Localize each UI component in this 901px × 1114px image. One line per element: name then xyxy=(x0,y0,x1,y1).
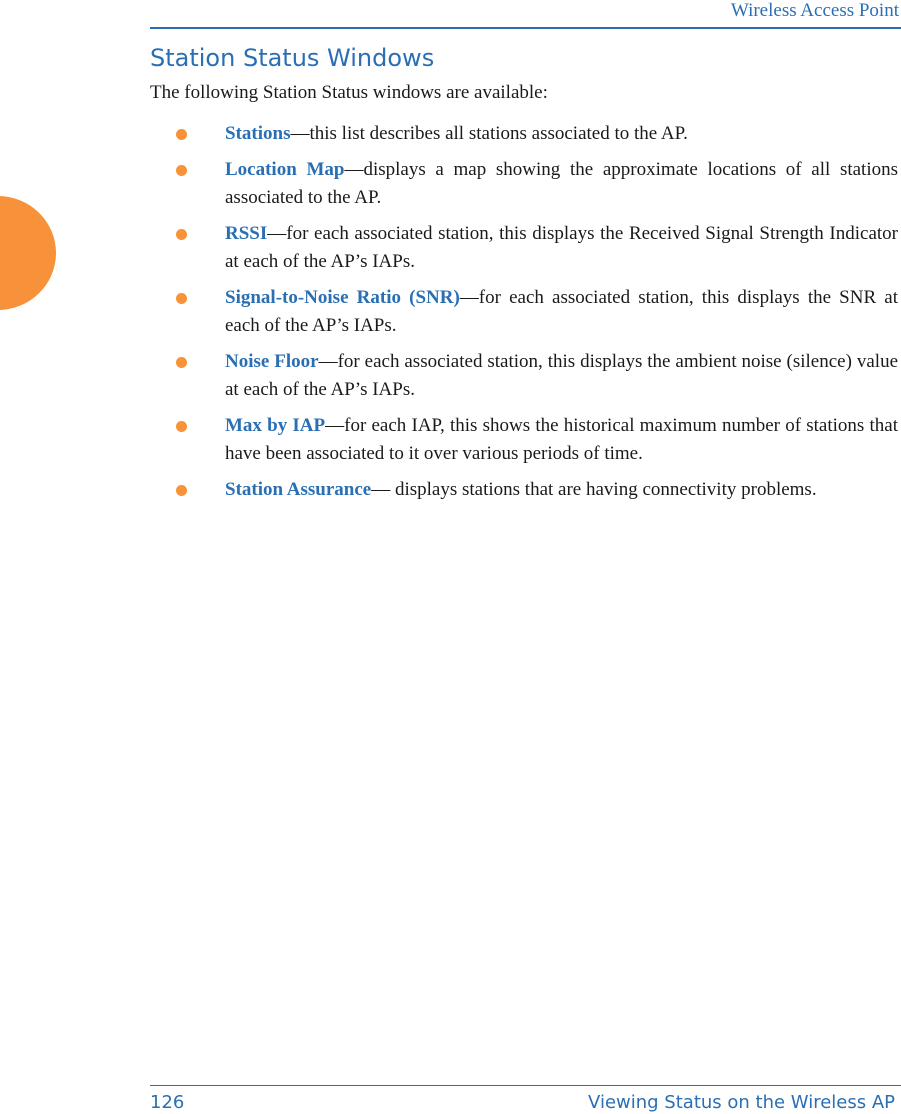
bullet-icon xyxy=(176,293,187,304)
list-item xyxy=(176,156,898,213)
bullet-icon xyxy=(176,229,187,240)
footer-rule xyxy=(150,1085,901,1086)
list-item xyxy=(176,348,898,405)
term-noise-floor: Noise Floor xyxy=(225,350,319,372)
header-rule xyxy=(150,27,901,29)
station-windows-list xyxy=(176,120,898,511)
term-max-by-iap: Max by IAP xyxy=(225,414,326,436)
term-stations: Stations xyxy=(225,123,291,144)
bullet-icon xyxy=(176,421,187,432)
page-number: 126 xyxy=(150,1092,185,1113)
item-description: —for each associated station, this displays the SNR at each of the AP’s IAPs. xyxy=(225,286,898,336)
item-description: —for each associated station, this displays the ambient noise (silence) value at each of the AP’s IAPs. xyxy=(225,350,899,400)
bullet-icon xyxy=(176,357,187,368)
chapter-tab-marker xyxy=(0,196,56,310)
bullet-icon xyxy=(176,129,187,140)
item-description: —for each associated station, this displays the Received Signal Strength Indicator at each of the AP’s IAPs. xyxy=(225,222,898,272)
item-description: —displays a map showing the approximate locations of all stations associated to the AP. xyxy=(225,158,899,208)
footer-section-name: Viewing Status on the Wireless AP xyxy=(588,1092,895,1113)
term-snr: Signal-to-Noise Ratio (SNR) xyxy=(225,286,460,308)
item-description: —this list describes all stations associated to the AP. xyxy=(290,123,688,144)
list-item xyxy=(176,220,898,277)
item-description: — displays stations that are having connectivity problems. xyxy=(371,478,817,500)
list-item xyxy=(176,476,898,505)
term-station-assurance: Station Assurance xyxy=(225,478,372,500)
term-location-map: Location Map xyxy=(225,158,345,180)
bullet-icon xyxy=(176,165,187,176)
section-title: Station Status Windows xyxy=(150,44,435,72)
item-description: —for each IAP, this shows the historical maximum number of stations that have been associated to it over various periods of time. xyxy=(225,414,898,464)
term-rssi: RSSI xyxy=(225,222,268,244)
list-item xyxy=(176,120,898,149)
list-item xyxy=(176,284,898,341)
list-item xyxy=(176,412,898,469)
bullet-icon xyxy=(176,485,187,496)
running-header: Wireless Access Point xyxy=(730,0,899,21)
intro-text: The following Station Status windows are available: xyxy=(150,82,548,103)
